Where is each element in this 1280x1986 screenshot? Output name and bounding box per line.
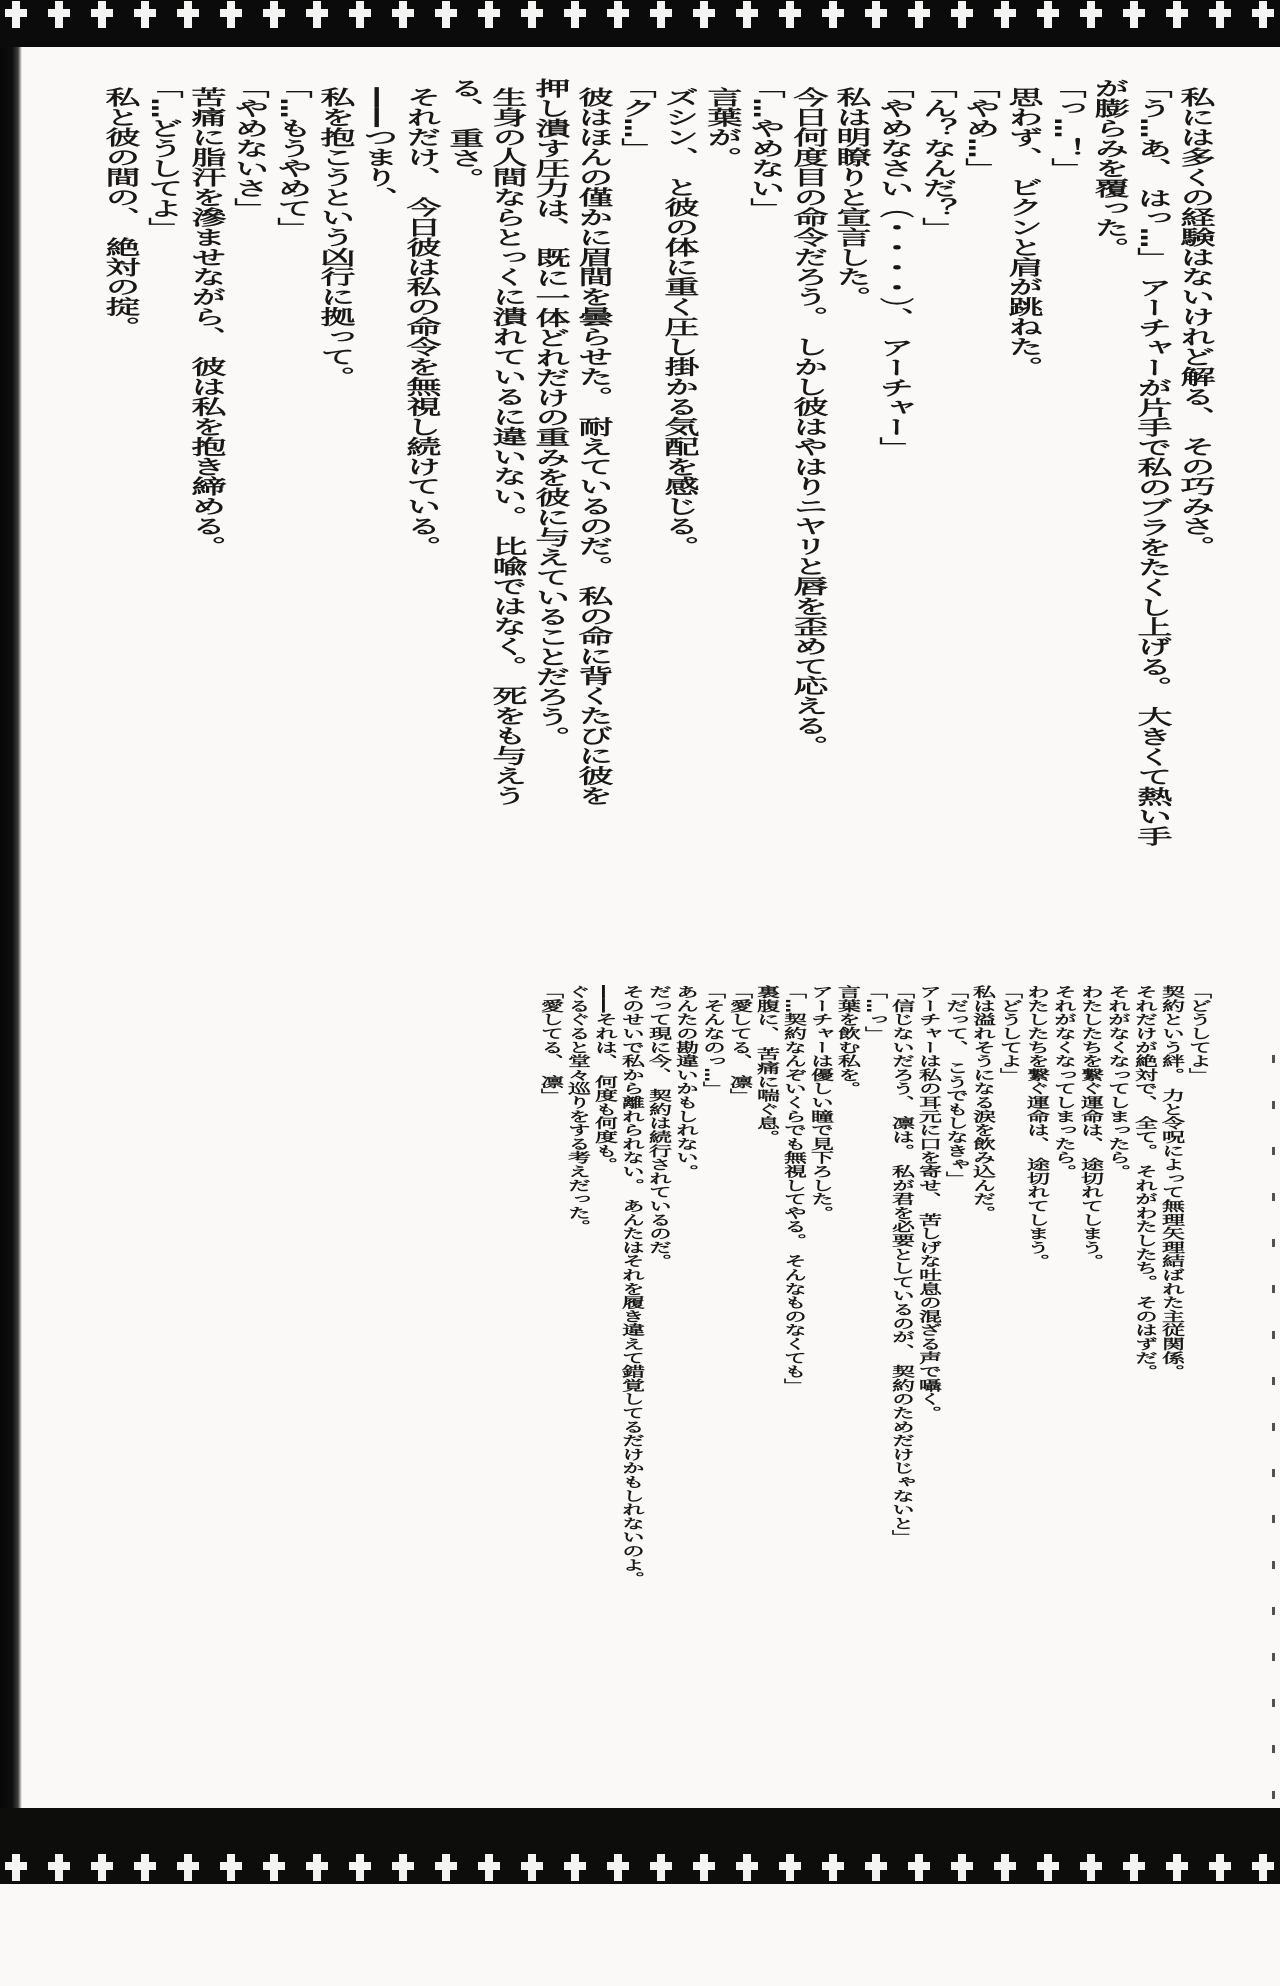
vertical-text-line: 今日何度目の命令だろう。 しかし彼はやはりニヤリと唇を歪めて応える。: [788, 87, 828, 756]
vertical-text-line: それがなくなってしまったら。: [1104, 985, 1130, 1179]
vertical-text-line: わたしたちを繋ぐ運命は、 途切れてしまう。: [1023, 985, 1049, 1268]
cross-icon: [48, 1854, 70, 1881]
cross-icon: [306, 1, 328, 28]
vertical-text-line: 思わず、 ビクンと肩が跳ねた。: [1003, 87, 1043, 377]
vertical-text-line: 「愛してる、 凛」: [537, 985, 563, 1103]
vertical-text-line: 「…っ」: [861, 985, 887, 1041]
vertical-text-line: それだけが絶対で、 全て。 それがわたしたち。 そのはずだ。: [1131, 985, 1157, 1379]
vertical-text-line: 「そんなのっ…」: [699, 985, 725, 1096]
cross-icon: [1252, 1, 1274, 28]
cross-icon: [521, 1854, 543, 1881]
cross-icon: [263, 1, 285, 28]
vertical-text-line: 「愛してる、 凛」: [726, 985, 752, 1103]
vertical-text-line: 私を抱こうという凶行に拠って。: [315, 87, 355, 387]
vertical-text-line: 契約という絆。 力と令呪によって無理矢理結ばれた主従関係。: [1158, 985, 1184, 1379]
vertical-text-line: 「信じないだろう、 凛は。 私が君を必要としているのが、 契約のためだけじゃないと」: [888, 985, 914, 1544]
cross-icon: [1080, 1, 1102, 28]
vertical-text-line: 言葉を飲む私を。: [834, 985, 860, 1096]
vertical-text-line: 「…やめない」: [745, 78, 785, 218]
vertical-text-line: アーチャーは優しい瞳で見下ろした。: [807, 985, 833, 1220]
cross-icon: [478, 1, 500, 28]
cross-icon: [48, 1, 70, 28]
cross-icon: [564, 1, 586, 28]
vertical-text-line: 「やめ…」: [960, 78, 1000, 178]
vertical-text-line: 「ん？なんだ？」: [917, 78, 957, 238]
cross-icon: [693, 1854, 715, 1881]
cross-icon: [908, 1854, 930, 1881]
cross-icon: [1209, 1854, 1231, 1881]
cross-icon: [736, 1854, 758, 1881]
cross-icon: [392, 1, 414, 28]
cross-icon: [1037, 1854, 1059, 1881]
vertical-text-line: あんたの勘違いかもしれない。: [672, 985, 698, 1179]
vertical-text-line: 裏腹に、 苦痛に喘ぐ息。: [753, 985, 779, 1144]
cross-icon: [220, 1, 242, 28]
cross-icon: [134, 1854, 156, 1881]
cross-icon: [435, 1854, 457, 1881]
vertical-text-line: 私には多くの経験はないけれど解る、 その巧みさ。: [1175, 87, 1215, 556]
cross-icon: [650, 1, 672, 28]
vertical-text-line: そのせいで私から離れられない。 あんたはそれを履き違えて錯覚してるだけかもしれないのよ。: [618, 985, 644, 1586]
cross-icon: [607, 1, 629, 28]
cross-icon: [736, 1, 758, 28]
bottom-cross-row: [0, 1854, 1279, 1881]
vertical-text-line: 「…契約なんぞいくらでも無視してやる。 そんなものなくても」: [780, 985, 806, 1393]
vertical-text-line: 彼はほんの僅かに眉間を曇らせた。 耐えているのだ。 私の命に背くたびに彼を: [573, 87, 613, 806]
cross-icon: [91, 1854, 113, 1881]
cross-icon: [607, 1854, 629, 1881]
cross-icon: [521, 1, 543, 28]
cross-icon: [349, 1, 371, 28]
vertical-text-line: 私は溢れそうになる涙を飲み込んだ。: [969, 985, 995, 1220]
cross-icon: [1123, 1, 1145, 28]
cross-icon: [779, 1, 801, 28]
cross-icon: [435, 1, 457, 28]
cross-icon: [564, 1854, 586, 1881]
cross-icon: [5, 1854, 27, 1881]
vertical-text-line: 「…もうやめて」: [272, 78, 312, 238]
cross-icon: [478, 1854, 500, 1881]
cross-icon: [822, 1, 844, 28]
vertical-text-line: 「どうしてよ」: [1185, 985, 1211, 1082]
vertical-text-line: る、 重さ。: [444, 78, 484, 188]
cross-icon: [177, 1854, 199, 1881]
vertical-text-line: それだけ、 今日彼は私の命令を無視し続けている。: [401, 87, 441, 556]
cross-icon: [1166, 1854, 1188, 1881]
cross-icon: [1080, 1854, 1102, 1881]
cross-icon: [994, 1, 1016, 28]
vertical-text-line: が膨らみを覆った。: [1089, 78, 1129, 258]
top-border-bar: [0, 0, 1280, 47]
page-edge-marks: [1272, 1055, 1275, 1807]
vertical-text-line: 「だって、 こうでもしなきゃ」: [942, 985, 968, 1186]
cross-icon: [349, 1854, 371, 1881]
cross-icon: [865, 1854, 887, 1881]
cross-icon: [994, 1854, 1016, 1881]
vertical-text-line: 「ク…」: [616, 78, 656, 158]
vertical-text-line: それがなくなってしまったら。: [1050, 985, 1076, 1179]
vertical-text-line: ――それは、 何度も何度も。: [591, 985, 617, 1172]
vertical-text-line: だって現に今、 契約は続行されているのだ。: [645, 985, 671, 1268]
cross-icon: [134, 1, 156, 28]
vertical-text-line: 「やめなさい（・・・・）、 アーチャー」: [874, 78, 914, 458]
vertical-text-line: 「どうしてよ」: [996, 985, 1022, 1082]
vertical-text-line: 「う…あ、 はっ…」 アーチャーが片手で私のブラをたくし上げる。 大きくて熱い手: [1132, 78, 1172, 847]
vertical-text-line: 「っ…！」: [1046, 78, 1086, 178]
cross-icon: [1037, 1, 1059, 28]
cross-icon: [1209, 1, 1231, 28]
cross-icon: [5, 1, 27, 28]
cross-icon: [91, 1, 113, 28]
cross-icon: [650, 1854, 672, 1881]
cross-icon: [263, 1854, 285, 1881]
cross-icon: [1166, 1, 1188, 28]
vertical-text-line: わたしたちを繋ぐ運命は、 途切れてしまう。: [1077, 985, 1103, 1268]
vertical-text-line: アーチャーは私の耳元に口を寄せ、 苦しげな吐息の混ざる声で囁く。: [915, 985, 941, 1420]
vertical-text-line: ズシン、 と彼の体に重く圧し掛かる気配を感じる。: [659, 87, 699, 556]
cross-icon: [220, 1854, 242, 1881]
vertical-text-line: 苦痛に脂汗を滲ませながら、 彼は私を抱き締める。: [186, 87, 226, 556]
vertical-text-line: 生身の人間ならとっくに潰れているに違いない。 比喩ではなく。 死をも与えう: [487, 87, 527, 806]
cross-icon: [306, 1854, 328, 1881]
vertical-text-line: ぐるぐると堂々巡りをする考えだった。: [564, 985, 590, 1234]
cross-icon: [951, 1, 973, 28]
cross-icon: [1123, 1854, 1145, 1881]
scan-gutter-shadow: [0, 47, 22, 1808]
cross-icon: [177, 1, 199, 28]
vertical-text-line: 押し潰す圧力は、 既に一体どれだけの重みを彼に与えていることだろう。: [530, 78, 570, 747]
vertical-text-line: 私と彼の間の、 絶対の掟。: [100, 87, 140, 337]
vertical-text-line: 私は明瞭りと宣言した。: [831, 87, 871, 307]
cross-icon: [1252, 1854, 1274, 1881]
cross-icon: [822, 1854, 844, 1881]
cross-icon: [693, 1, 715, 28]
cross-icon: [865, 1, 887, 28]
top-cross-row: [0, 1, 1279, 28]
bottom-border-bar: [0, 1808, 1280, 1884]
cross-icon: [392, 1854, 414, 1881]
cross-icon: [951, 1854, 973, 1881]
cross-icon: [908, 1, 930, 28]
vertical-text-line: 言葉が。: [702, 87, 742, 167]
vertical-text-line: ――つまり、: [358, 87, 398, 207]
cross-icon: [779, 1854, 801, 1881]
vertical-text-line: 「やめないさ」: [229, 78, 269, 218]
vertical-text-line: 「…どうしてよ」: [143, 78, 183, 238]
